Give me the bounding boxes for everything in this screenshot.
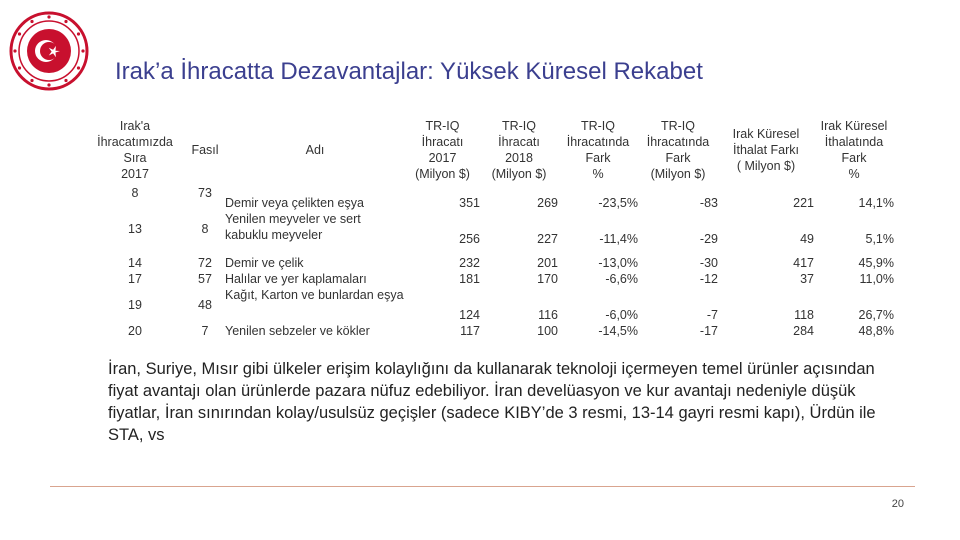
page-number: 20	[891, 498, 904, 510]
cell-exp2017: 181	[459, 272, 480, 286]
cell-import-diff-pct: 48,8%	[858, 324, 894, 338]
cell-diff-pct: -23,5%	[598, 196, 638, 210]
cell-fasil: 48	[198, 298, 212, 312]
cell-fasil: 57	[198, 272, 212, 286]
cell-exp2018: 227	[537, 232, 558, 246]
header-row	[85, 115, 894, 185]
page-title: Irak’a İhracatta Dezavantajlar: Yüksek Küresel Rekabet	[115, 58, 703, 85]
cell-exp2018: 269	[537, 196, 558, 210]
cell-import-diff-pct: 45,9%	[858, 256, 894, 270]
cell-import-diff: 49	[800, 232, 814, 246]
cell-exp2017: 256	[459, 232, 480, 246]
cell-exp2018: 170	[537, 272, 558, 286]
cell-diff-pct: -13,0%	[598, 256, 638, 270]
cell-fasil: 8	[201, 222, 209, 236]
ministry-seal-icon	[8, 10, 90, 92]
header-fasil: Fasıl	[191, 143, 219, 157]
cell-diff-pct: -11,4%	[599, 232, 638, 246]
cell-import-diff-pct: 26,7%	[858, 308, 894, 322]
summary-note: İran, Suriye, Mısır gibi ülkeler erişim kolaylığını da kullanarak teknoloji içermeyen temel ürünler açısından fiyat avantajı olan ürünlerde pazara nüfuz edebiliyor. İran develüasyon ve kur avantajı nedeniyle düşük fiyatlar, İran sınırından kolay/usulsüz geçişler (sadece KIBY’de 3 resmi, 13-14 gayri resmi kapı), Ürdün ile STA, vs	[108, 360, 876, 444]
cell-exp2018: 100	[537, 324, 558, 338]
cell-diff-mil: -7	[706, 308, 718, 322]
cell-diff-pct: -14,5%	[598, 324, 638, 338]
header-diff-pct: TR-IQ İhracatında Fark %	[566, 119, 630, 181]
cell-diff-mil: -30	[699, 256, 718, 270]
export-table	[85, 115, 894, 339]
header-import-diff: Irak Küresel İthalat Farkı ( Milyon $)	[732, 127, 800, 173]
cell-fasil: 73	[198, 186, 212, 200]
cell-fasil: 7	[201, 324, 209, 338]
cell-diff-mil: -12	[699, 272, 718, 286]
cell-name: Halılar ve yer kaplamaları	[225, 272, 367, 286]
cell-import-diff: 37	[800, 272, 814, 286]
cell-rank: 8	[131, 186, 139, 200]
header-import-diff-pct: Irak Küresel İthalatında Fark %	[820, 119, 888, 181]
table-row	[85, 287, 894, 323]
cell-name: Demir veya çelikten eşya	[225, 196, 364, 210]
table-row	[85, 185, 894, 211]
cell-exp2017: 232	[459, 256, 480, 270]
cell-exp2017: 351	[459, 196, 480, 210]
header-diff-mil: TR-IQ İhracatında Fark (Milyon $)	[646, 119, 710, 181]
cell-name: Yenilen sebzeler ve kökler	[225, 324, 370, 338]
cell-diff-mil: -29	[699, 232, 718, 246]
cell-exp2017: 124	[459, 308, 480, 322]
cell-name: Demir ve çelik	[225, 256, 304, 270]
cell-name: Yenilen meyveler ve sert kabuklu meyveler	[225, 212, 361, 242]
header-exp2018: TR-IQ İhracatı 2018 (Milyon $)	[491, 119, 547, 181]
cell-diff-pct: -6,0%	[605, 308, 638, 322]
header-exp2017: TR-IQ İhracatı 2017 (Milyon $)	[415, 119, 470, 181]
cell-rank: 17	[128, 272, 142, 286]
cell-exp2018: 201	[537, 256, 558, 270]
cell-exp2018: 116	[538, 308, 558, 322]
cell-import-diff-pct: 14,1%	[858, 196, 894, 210]
table-row	[85, 323, 894, 339]
header-rank: Irak'a İhracatımızda Sıra 2017	[97, 119, 173, 181]
cell-import-diff: 284	[793, 324, 814, 338]
table-row	[85, 271, 894, 287]
cell-rank: 20	[128, 324, 142, 338]
cell-diff-pct: -6,6%	[605, 272, 638, 286]
cell-import-diff-pct: 5,1%	[865, 232, 894, 246]
table-row	[85, 247, 894, 271]
header-name: Adı	[305, 143, 325, 157]
cell-fasil: 72	[198, 256, 212, 270]
cell-diff-mil: -17	[699, 324, 718, 338]
table-row	[85, 211, 894, 247]
cell-import-diff: 221	[793, 196, 814, 210]
cell-rank: 19	[128, 298, 142, 312]
cell-import-diff: 417	[793, 256, 814, 270]
cell-exp2017: 117	[460, 324, 480, 338]
cell-rank: 14	[128, 256, 142, 270]
cell-import-diff: 118	[794, 308, 814, 322]
footer-divider	[50, 486, 915, 487]
cell-diff-mil: -83	[699, 196, 718, 210]
cell-rank: 13	[128, 222, 142, 236]
cell-name: Kağıt, Karton ve bunlardan eşya	[225, 288, 404, 302]
cell-import-diff-pct: 11,0%	[859, 272, 894, 286]
